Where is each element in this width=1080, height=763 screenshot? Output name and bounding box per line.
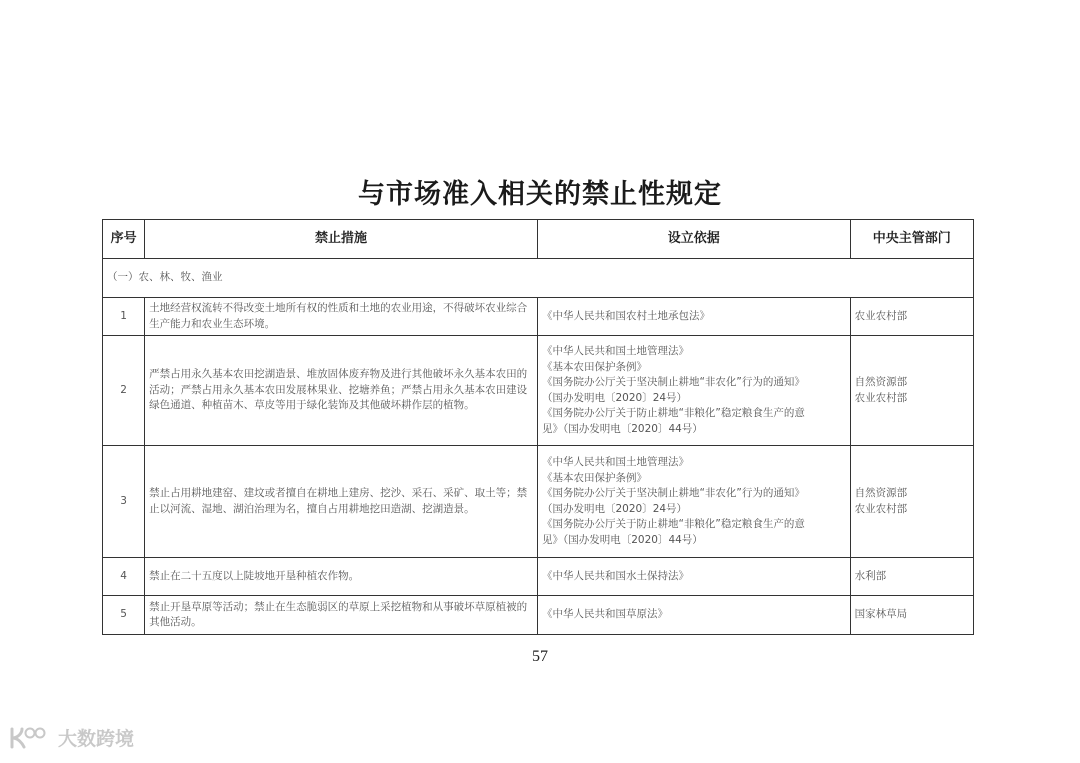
header-basis: 设立依据: [537, 220, 850, 259]
row-measure: 禁止在二十五度以上陡坡地开垦种植农作物。: [145, 558, 538, 596]
header-measure: 禁止措施: [145, 220, 538, 259]
row-dept: [850, 298, 973, 336]
dept-line: 国家林草局: [854, 608, 908, 621]
row-basis: [537, 596, 850, 635]
row-number: 1: [103, 298, 145, 336]
table-row: [103, 446, 974, 558]
basis-line: 《国务院办公厅关于防止耕地“非粮化”稳定粮食生产的意: [541, 407, 805, 419]
basis-line: 《基本农田保护条例》: [541, 360, 647, 373]
basis-line: 《中华人民共和国水土保持法》: [541, 569, 689, 582]
row-dept: [850, 446, 973, 558]
table-row: [103, 596, 974, 635]
row-measure: 禁止占用耕地建窑、建坟或者擅自在耕地上建房、挖沙、采石、采矿、取土等；禁止以河流、湿地、湖泊治理为名，擅自占用耕地挖田造湖、挖湖造景。: [145, 446, 538, 558]
row-dept: [850, 558, 973, 596]
basis-line: 见》（国办发明电〔2020〕44号）: [541, 533, 703, 546]
basis-line: 《国务院办公厅关于防止耕地“非粮化”稳定粮食生产的意: [541, 518, 805, 530]
dept-line: 农业农村部: [854, 391, 908, 404]
table-header-row: [103, 220, 974, 259]
dept-line: 自然资源部: [854, 376, 908, 388]
basis-line: 见》（国办发明电〔2020〕44号）: [541, 422, 703, 435]
dept-line: 水利部: [854, 569, 887, 582]
table-row: [103, 336, 974, 446]
dept-line: 农业农村部: [854, 502, 908, 515]
row-basis: [537, 558, 850, 596]
basis-line: 《国务院办公厅关于坚决制止耕地“非农化”行为的通知》: [541, 487, 805, 499]
row-dept: [850, 596, 973, 635]
basis-line: （国办发明电〔2020〕24号）: [541, 502, 688, 515]
page-title: 与市场准入相关的禁止性规定: [358, 179, 722, 210]
basis-line: （国办发明电〔2020〕24号）: [541, 391, 688, 404]
header-dept: 中央主管部门: [850, 220, 973, 259]
dept-line: 农业农村部: [854, 309, 908, 322]
row-basis: [537, 298, 850, 336]
watermark: [8, 724, 134, 751]
row-number: 2: [103, 336, 145, 446]
basis-line: 《中华人民共和国土地管理法》: [541, 456, 689, 468]
row-measure: 严禁占用永久基本农田挖湖造景、堆放固体废弃物及进行其他破坏永久基本农田的活动；严禁占用永久基本农田发展林果业、挖塘养鱼；严禁占用永久基本农田建设绿色通道、种植苗木、草皮等用于绿化装饰及其他破坏耕作层的植物。: [145, 336, 538, 446]
row-number: 3: [103, 446, 145, 558]
kolo-logo-icon: [8, 725, 54, 751]
row-number: 5: [103, 596, 145, 635]
section-heading: （一）农、林、牧、渔业: [103, 259, 974, 298]
dept-line: 自然资源部: [854, 487, 908, 499]
basis-line: 《基本农田保护条例》: [541, 471, 647, 484]
watermark-text: 大数跨境: [58, 728, 135, 750]
header-no: 序号: [103, 220, 145, 259]
prohibition-rules-table: [102, 219, 974, 635]
basis-line: 《中华人民共和国农村土地承包法》: [541, 309, 710, 322]
row-measure: 禁止开垦草原等活动；禁止在生态脆弱区的草原上采挖植物和从事破坏草原植被的其他活动。: [145, 596, 538, 635]
table-row: [103, 558, 974, 596]
row-basis: [537, 336, 850, 446]
basis-line: 《中华人民共和国土地管理法》: [541, 345, 689, 357]
row-basis: [537, 446, 850, 558]
row-number: 4: [103, 558, 145, 596]
basis-line: 《中华人民共和国草原法》: [541, 608, 668, 621]
row-dept: [850, 336, 973, 446]
table-row: [103, 298, 974, 336]
basis-line: 《国务院办公厅关于坚决制止耕地“非农化”行为的通知》: [541, 376, 805, 388]
page-number: 57: [532, 648, 548, 665]
section-row: [103, 259, 974, 298]
row-measure: 土地经营权流转不得改变土地所有权的性质和土地的农业用途，不得破坏农业综合生产能力和农业生态环境。: [145, 298, 538, 336]
